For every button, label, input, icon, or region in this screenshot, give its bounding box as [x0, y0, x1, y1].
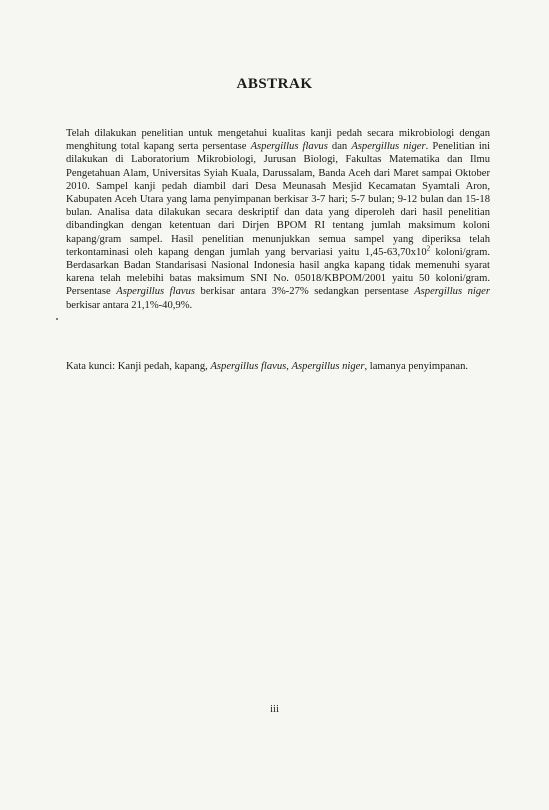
species-name: Aspergillus niger — [414, 286, 490, 298]
keyword-species: Aspergillus flavus — [210, 361, 287, 372]
abstract-text: Telah dilakukan penelitian untuk mengetahui kualitas kanji pedah secara mikrobiologi dengan menghitung total kapang serta persentase — [66, 128, 490, 153]
exponent: 2 — [426, 244, 431, 253]
species-name: Aspergillus flavus — [250, 141, 328, 153]
scan-speck — [56, 318, 58, 320]
species-name: Aspergillus niger — [351, 141, 426, 153]
page-number: iii — [270, 704, 279, 715]
page-title: ABSTRAK — [236, 76, 313, 92]
abstract-text: dan — [327, 141, 352, 153]
keywords-text: , lamanya penyimpanan. — [364, 361, 469, 372]
abstract-text: koloni/gram. Berdasarkan Badan Standarisasi Nasional Indonesia hasil angka kapang tidak memenuhi syarat karena telah melebihi batas maksimum SNI No. 05018/KBPOM/2001 yaitu 50 koloni/gram. Persentase — [66, 246, 490, 298]
keywords-paragraph — [66, 360, 490, 373]
keyword-species: Aspergillus niger — [291, 361, 365, 372]
abstract-paragraph — [66, 127, 490, 312]
species-name: Aspergillus flavus — [116, 286, 195, 298]
keywords-text: Kata kunci: Kanji pedah, kapang, — [66, 361, 211, 372]
keywords-text: , — [286, 361, 292, 372]
abstract-text: berkisar antara 3%-27% sedangkan persentase — [195, 286, 415, 298]
abstract-text: berkisar antara 21,1%-40,9%. — [66, 299, 193, 311]
abstract-text: . Penelitian ini dilakukan di Laboratorium Mikrobiologi, Jurusan Biologi, Fakultas Matematika dan Ilmu Pengetahuan Alam, Universitas Syiah Kuala, Darussalam, Banda Aceh dari Maret sampai Oktober 2010. Sampel kanji pedah diambil dari Desa Meunasah Mesjid Kecamatan Syamtali Aron, Kabupaten Aceh Utara yang lama penyimpanan berkisar 3-7 hari; 5-7 bulan; 9-12 bulan dan 15-18 bulan. Analisa data dilakukan secara deskriptif dan data yang diperoleh dari hasil penelitian dibandingkan dengan ketentuan dari Dirjen BPOM RI tentang jumlah maksimum koloni kapang/gram sampel. Hasil penelitian menunjukkan semua sampel yang diperiksa telah terkontaminasi oleh kapang dengan jumlah yang bervariasi yaitu 1,45-63,70x10 — [66, 141, 491, 258]
